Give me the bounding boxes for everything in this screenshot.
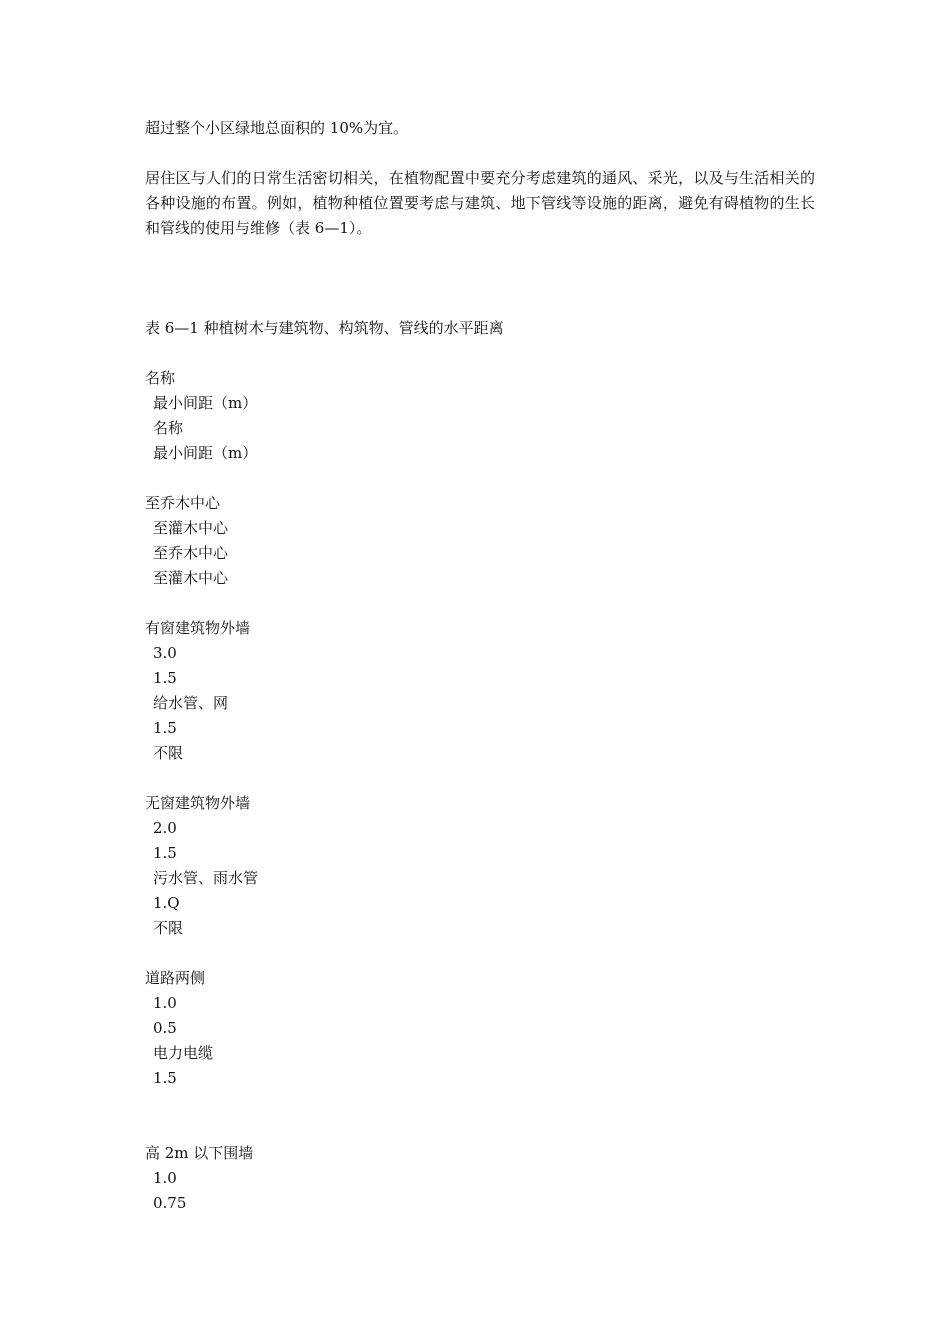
table-row (145, 791, 815, 941)
table-cell: 1.Q (153, 894, 180, 912)
table-cell: 最小间距（m） (153, 394, 258, 412)
table-cell: 不限 (153, 919, 184, 937)
distance-table (145, 366, 815, 1216)
table-cell: 至乔木中心 (153, 544, 229, 562)
table-cell: 0.75 (153, 1194, 187, 1212)
table-cell: 1.5 (153, 669, 177, 687)
row-head: 名称 (145, 369, 176, 387)
table-cell: 至灌木中心 (153, 569, 229, 587)
table-cell: 给水管、网 (153, 694, 229, 712)
paragraph-body: 居住区与人们的日常生活密切相关，在植物配置中要充分考虑建筑的通风、采光，以及与生活相关的各种设施的布置。例如，植物种植位置要考虑与建筑、地下管线等设施的距离，避免有碍植物的生长和管线的使用与维修（表 6—1）。 (145, 169, 815, 237)
table-cell: 名称 (153, 419, 184, 437)
table-row (145, 366, 815, 466)
table-cell: 0.5 (153, 1019, 177, 1037)
table-cell: 1.0 (153, 994, 177, 1012)
row-head: 无窗建筑物外墙 (145, 794, 251, 812)
table-row (145, 616, 815, 766)
table-row (145, 1141, 815, 1216)
table-row (145, 491, 815, 591)
document-page (145, 116, 815, 1216)
table-cell: 不限 (153, 744, 184, 762)
row-head: 道路两侧 (145, 969, 206, 987)
row-head: 高 2m 以下围墙 (145, 1144, 254, 1162)
table-caption: 表 6—1 种植树木与建筑物、构筑物、管线的水平距离 (145, 319, 504, 337)
table-cell: 1.0 (153, 1169, 177, 1187)
table-cell: 3.0 (153, 644, 177, 662)
table-row (145, 966, 815, 1116)
table-cell: 2.0 (153, 819, 177, 837)
table-cell: 污水管、雨水管 (153, 869, 259, 887)
table-cell: 最小间距（m） (153, 444, 258, 462)
table-cell: 1.5 (153, 719, 177, 737)
paragraph-intro: 超过整个小区绿地总面积的 10%为宜。 (145, 119, 409, 137)
table-cell-empty (145, 1091, 815, 1116)
row-head: 有窗建筑物外墙 (145, 619, 251, 637)
table-cell: 至灌木中心 (153, 519, 229, 537)
table-cell: 1.5 (153, 844, 177, 862)
table-cell: 1.5 (153, 1069, 177, 1087)
table-cell: 电力电缆 (153, 1044, 214, 1062)
row-head: 至乔木中心 (145, 494, 221, 512)
